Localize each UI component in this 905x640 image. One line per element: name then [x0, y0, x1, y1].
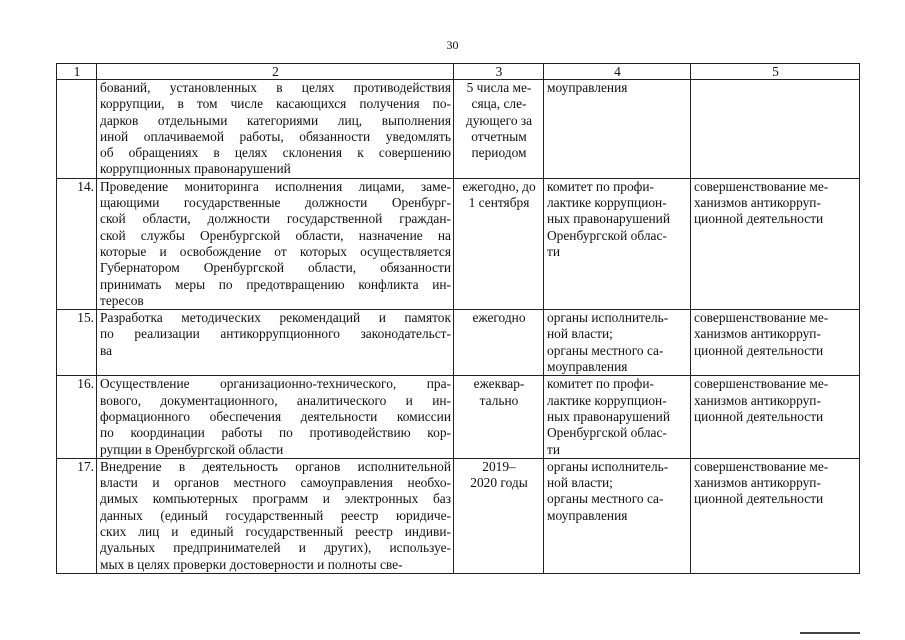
- text-line: совершенствование ме-: [694, 310, 829, 326]
- text-line: об обращениях в целях склонения к совершению: [100, 145, 451, 161]
- text-line: периодом: [471, 145, 527, 161]
- text-line: ционной деятельности: [694, 342, 824, 358]
- deadline-cell: [454, 458, 544, 573]
- text-line: иной оплачиваемой работы, обязанности уведомлять: [100, 128, 451, 144]
- text-line: дарков отдельными категориями лиц, выполнения: [100, 112, 451, 128]
- text-line: 2019–: [482, 458, 516, 474]
- text-line: бований, установленных в целях противодействия: [100, 80, 451, 95]
- text-line: ти: [547, 441, 561, 457]
- text-line: ва: [100, 342, 113, 358]
- column-number-3: 3: [454, 64, 544, 80]
- row-number: 16.: [57, 376, 97, 458]
- expected-result-cell: [691, 80, 860, 179]
- text-line: рупции в Оренбургской области: [100, 441, 284, 457]
- text-line: комитет по профи-: [547, 376, 654, 392]
- text-line: моуправления: [547, 359, 628, 375]
- text-line: коррупции, в том числе касающихся получения по-: [100, 96, 451, 112]
- row-number: 15.: [57, 310, 97, 376]
- measure-description: [97, 80, 454, 179]
- text-line: коррупционных правонарушений: [100, 161, 291, 177]
- text-line: формационного обеспечения деятельности комиссии: [100, 408, 451, 424]
- text-line: ханизмов антикорруп-: [694, 326, 821, 342]
- deadline-cell: [454, 376, 544, 458]
- column-number-1: 1: [57, 64, 97, 80]
- text-line: мых в целях проверки достоверности и полноты све-: [100, 556, 403, 572]
- expected-result-cell: [691, 376, 860, 458]
- text-line: Губернатором Оренбургской области, обязанности: [100, 260, 451, 276]
- text-line: совершенствование ме-: [694, 376, 829, 392]
- text-line: органы местного са-: [547, 491, 664, 507]
- table-row: [57, 376, 860, 458]
- text-line: принимать меры по предотвращению конфликта ин-: [100, 276, 451, 292]
- row-number: 17.: [57, 458, 97, 573]
- text-line: ных правонарушений: [547, 211, 671, 227]
- text-line: ной власти;: [547, 326, 613, 342]
- deadline-cell: [454, 178, 544, 309]
- text-line: дующего за: [465, 112, 533, 128]
- text-line: Разработка методических рекомендаций и памяток: [100, 310, 451, 326]
- text-line: Оренбургской облас-: [547, 227, 667, 243]
- text-line: ских лиц и единый государственный реестр индиви-: [100, 524, 451, 540]
- expected-result-cell: [691, 178, 860, 309]
- executor-cell: [544, 80, 691, 179]
- executor-cell: [544, 458, 691, 573]
- table-row: [57, 458, 860, 573]
- text-line: лактике коррупцион-: [547, 195, 667, 211]
- executor-cell: [544, 376, 691, 458]
- text-line: Осуществление организационно-технического, пра-: [100, 376, 451, 392]
- text-line: Внедрение в деятельность органов исполнительной: [100, 458, 451, 474]
- text-line: тересов: [100, 292, 144, 308]
- text-line: ской службы Оренбургской области, назначение на: [100, 227, 451, 243]
- text-line: ежегодно: [472, 310, 526, 326]
- text-line: ханизмов антикорруп-: [694, 475, 821, 491]
- text-line: дуальных предпринимателей и других), используе-: [100, 540, 451, 556]
- text-line: отчетным: [471, 128, 527, 144]
- executor-cell: [544, 310, 691, 376]
- page-number: 30: [446, 38, 459, 52]
- table-row: [57, 178, 860, 309]
- text-line: 1 сентября: [468, 195, 530, 211]
- text-line: совершенствование ме-: [694, 178, 829, 194]
- text-line: ской области, должности государственной граждан-: [100, 211, 451, 227]
- executor-cell: [544, 178, 691, 309]
- text-line: 5 числа ме-: [466, 80, 532, 95]
- text-line: ционной деятельности: [694, 408, 824, 424]
- deadline-cell: [454, 80, 544, 179]
- text-line: лактике коррупцион-: [547, 392, 667, 408]
- text-line: власти и органов местного самоуправления необхо-: [100, 475, 451, 491]
- text-line: органы исполнитель-: [547, 310, 669, 326]
- text-line: димых компьютерных программ и электронных баз: [100, 491, 451, 507]
- measures-table: [56, 63, 860, 574]
- table-row-continued: [57, 80, 860, 179]
- measure-description: [97, 310, 454, 376]
- text-line: сяца, сле-: [471, 96, 527, 112]
- text-line: которые и освобождение от которых осуществляется: [100, 243, 451, 259]
- text-line: комитет по профи-: [547, 178, 654, 194]
- measure-description: [97, 178, 454, 309]
- column-number-5: 5: [691, 64, 860, 80]
- text-line: совершенствование ме-: [694, 458, 829, 474]
- text-line: щающими государственные должности Оренбург-: [100, 195, 451, 211]
- deadline-cell: [454, 310, 544, 376]
- expected-result-cell: [691, 458, 860, 573]
- text-line: органы исполнитель-: [547, 458, 669, 474]
- measure-description: [97, 376, 454, 458]
- table-row: [57, 310, 860, 376]
- text-line: ционной деятельности: [694, 211, 824, 227]
- text-line: 2020 годы: [470, 475, 528, 491]
- row-number: 14.: [57, 178, 97, 309]
- text-line: данных (единый государственный реестр юридиче-: [100, 507, 451, 523]
- text-line: ежеквар-: [473, 376, 525, 392]
- text-line: органы местного са-: [547, 342, 664, 358]
- text-line: ных правонарушений: [547, 408, 671, 424]
- expected-result-cell: [691, 310, 860, 376]
- text-line: ежегодно, до: [462, 178, 536, 194]
- text-line: ной власти;: [547, 475, 613, 491]
- text-line: Оренбургской облас-: [547, 425, 667, 441]
- text-line: тально: [479, 392, 519, 408]
- text-line: ти: [547, 243, 561, 259]
- measure-description: [97, 458, 454, 573]
- text-line: ханизмов антикорруп-: [694, 392, 821, 408]
- text-line: Проведение мониторинга исполнения лицами, заме-: [100, 178, 451, 194]
- page-edge-mark: [800, 632, 860, 634]
- text-line: моуправления: [547, 80, 628, 95]
- text-line: вового, документационного, аналитического и ин-: [100, 392, 451, 408]
- text-line: ханизмов антикорруп-: [694, 195, 821, 211]
- table-header-row: [57, 64, 860, 80]
- row-number: [57, 80, 97, 179]
- column-number-2: 2: [97, 64, 454, 80]
- text-line: по координации работы по противодействию кор-: [100, 425, 451, 441]
- text-line: ционной деятельности: [694, 491, 824, 507]
- text-line: моуправления: [547, 507, 628, 523]
- text-line: по реализации антикоррупционного законодательст-: [100, 326, 451, 342]
- column-number-4: 4: [544, 64, 691, 80]
